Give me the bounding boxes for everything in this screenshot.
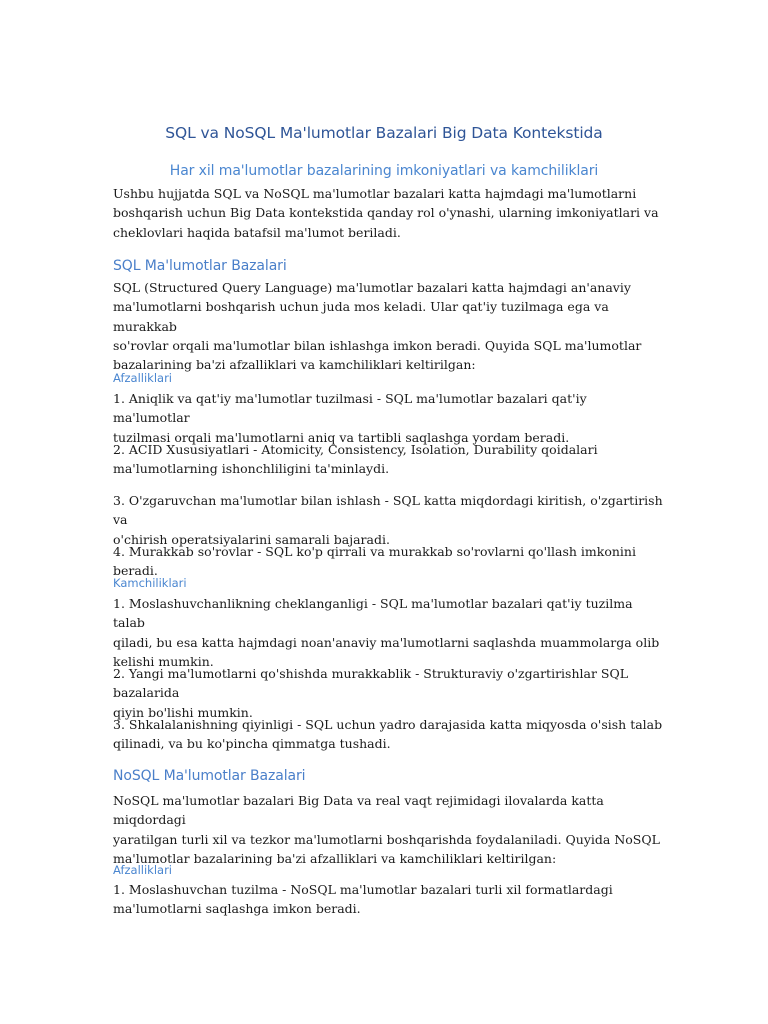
list-item xyxy=(113,880,663,919)
text-line: qiladi, bu esa katta hajmdagi noan'anaviy ma'lumotlarni saqlashda muammolarga olib xyxy=(113,634,660,650)
text-line: 1. Moslashuvchanlikning cheklanganligi - SQL ma'lumotlar bazalari qat'iy tuzilma talab xyxy=(113,596,633,631)
text-line: yaratilgan turli xil va tezkor ma'lumotlarni boshqarishda foydalaniladi. Quyida NoSQL xyxy=(113,831,660,847)
text-line: Ushbu hujjatda SQL va NoSQL ma'lumotlar bazalari katta hajmdagi ma'lumotlarni xyxy=(113,186,637,201)
intro-paragraph xyxy=(113,184,663,242)
text-line: 3. O'zgaruvchan ma'lumotlar bilan ishlash - SQL katta miqdordagi kiritish, o'zgartirish va xyxy=(113,493,663,528)
text-line: tuzilmasi orqali ma'lumotlarni aniq va tartibli saqlashga yordam beradi. xyxy=(113,429,570,445)
list-item xyxy=(113,594,663,671)
nosql-section-heading: NoSQL Ma'lumotlar Bazalari xyxy=(113,768,306,784)
text-line: ma'lumotlarni saqlashga imkon beradi. xyxy=(113,901,361,917)
text-line: ma'lumotlarni boshqarish uchun juda mos keladi. Ular qat'iy tuzilmaga ega va murakkab xyxy=(113,299,609,334)
text-line: qiyin bo'lishi mumkin. xyxy=(113,704,253,720)
text-line: so'rovlar orqali ma'lumotlar bilan ishlashga imkon beradi. Quyida SQL ma'lumotlar xyxy=(113,337,642,353)
list-item xyxy=(113,664,663,722)
nosql-advantages-heading: Afzalliklari xyxy=(113,863,172,877)
document-title: SQL va NoSQL Ma'lumotlar Bazalari Big Data Kontekstida xyxy=(165,124,603,142)
sql-section-heading: SQL Ma'lumotlar Bazalari xyxy=(113,258,287,274)
sql-disadvantages-heading: Kamchiliklari xyxy=(113,576,187,590)
nosql-intro-paragraph xyxy=(113,791,663,868)
text-line: ma'lumotlarning ishonchliligini ta'minlaydi. xyxy=(113,461,390,477)
list-item xyxy=(113,389,663,447)
text-line: boshqarish uchun Big Data kontekstida qanday rol o'ynashi, ularning imkoniyatlari va xyxy=(113,205,659,221)
text-line: 2. ACID Xususiyatlari - Atomicity, Consistency, Isolation, Durability qoidalari xyxy=(113,442,598,457)
list-item xyxy=(113,715,663,754)
text-line: 3. Shkalalanishning qiyinligi - SQL uchun yadro darajasida katta miqyosda o'sish talab xyxy=(113,717,663,732)
text-line: SQL (Structured Query Language) ma'lumotlar bazalari katta hajmdagi an'anaviy xyxy=(113,280,631,295)
text-line: bazalarining ba'zi afzalliklari va kamchiliklari keltirilgan: xyxy=(113,357,476,373)
text-line: o'chirish operatsiyalarini samarali bajaradi. xyxy=(113,531,390,547)
text-line: NoSQL ma'lumotlar bazalari Big Data va real vaqt rejimidagi ilovalarda katta miqdordagi xyxy=(113,793,604,828)
text-line: cheklovlari haqida batafsil ma'lumot beriladi. xyxy=(113,224,401,240)
list-item xyxy=(113,491,663,549)
sql-advantages-heading: Afzalliklari xyxy=(113,371,172,385)
text-line: 2. Yangi ma'lumotlarni qo'shishda murakkablik - Strukturaviy o'zgartirishlar SQL bazalarida xyxy=(113,666,629,701)
text-line: 1. Moslashuvchan tuzilma - NoSQL ma'lumotlar bazalari turli xil formatlardagi xyxy=(113,882,613,897)
text-line: 4. Murakkab so'rovlar - SQL ko'p qirrali va murakkab so'rovlarni qo'llash imkonini beradi. xyxy=(113,544,636,579)
sql-intro-paragraph xyxy=(113,278,663,374)
text-line: ma'lumotlar bazalarining ba'zi afzalliklari va kamchiliklari keltirilgan: xyxy=(113,850,557,866)
list-item xyxy=(113,440,663,479)
document-subtitle: Har xil ma'lumotlar bazalarining imkoniyatlari va kamchiliklari xyxy=(169,163,599,179)
text-line: kelishi mumkin. xyxy=(113,653,214,669)
text-line: qilinadi, va bu ko'pincha qimmatga tushadi. xyxy=(113,736,391,752)
text-line: 1. Aniqlik va qat'iy ma'lumotlar tuzilmasi - SQL ma'lumotlar bazalari qat'iy ma'lumotlar xyxy=(113,391,587,426)
list-item xyxy=(113,542,663,581)
